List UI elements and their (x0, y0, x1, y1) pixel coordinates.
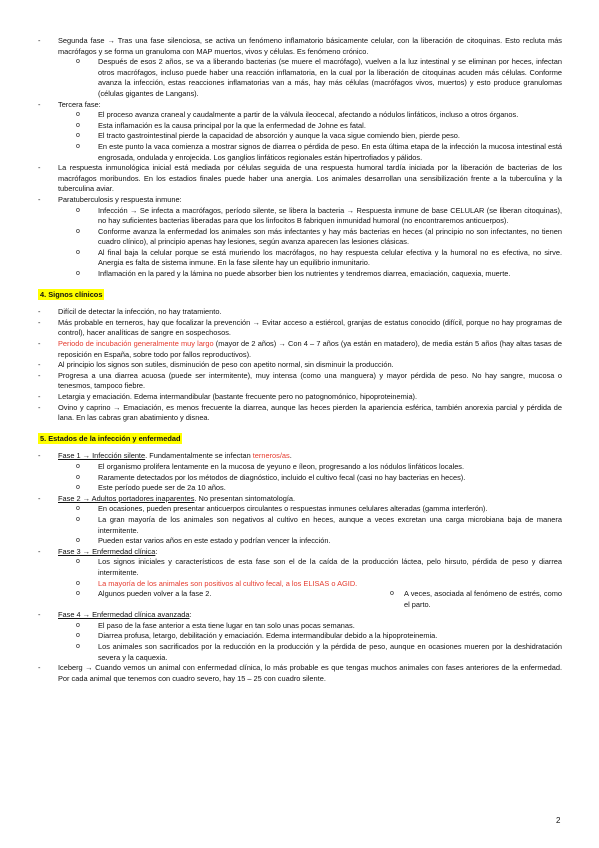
list-item (70, 589, 562, 610)
page-content (38, 36, 562, 684)
list-item: o Raramente detectados por los métodos de diagnóstico, incluido el cultivo fecal (casi no hay bacterias en heces). (70, 473, 562, 484)
section-heading-estados: 5. Estados de la infección y enfermedad (40, 433, 181, 443)
list-item: o Al final baja la celular porque se está muriendo los macrófagos, no hay respuesta celular efectiva y la humoral no es efectiva, no sirve. Anergia es falta de sistema inmune. En la fase silente hay un equilibrio inmunitario. (70, 248, 562, 269)
list-item: - Iceberg → Cuando vemos un animal con enfermedad clínica, lo más probable es que tengas muchos animales con fases anteriores de la enfermedad. Por cada animal que tenemos con cuadro severo, hay 15 – 25 con cuadro silente. (38, 663, 562, 684)
list-item: o Conforme avanza la enfermedad los animales son más infectantes y hay más bacterias en heces (al principio no son infectantes, no tienen cuadro clínico), al principio apenas hay lesiones, según avanza aparecen las lesiones clásicas. (70, 227, 562, 248)
list-item: o El paso de la fase anterior a esta tiene lugar en tan solo unas pocas semanas. (70, 621, 562, 632)
list-item: o Esta inflamación es la causa principal por la que la enfermedad de Johne es fatal. (70, 121, 562, 132)
list-item: - Tercera fase: o El proceso avanza craneal y caudalmente a partir de la válvula ileocecal, afectando a nódulos linfáticos, incluso a otros órganos. o Esta inflamación es la causa principal por la que la enfermedad de Johne es fatal. o El tracto gastrointestinal pierde la capacidad de absorción y aunque la vaca sigue comiendo bien, pierde peso. o En este punto la vaca comienza a mostrar signos de diarrea o pérdida de peso. En esta última etapa de la infección la mucosa intestinal está engrosada, ondulada y enrojecida. Los ganglios linfáticos regionales están hipertrofiados y pálidos. (38, 100, 562, 164)
section3-list (38, 36, 562, 280)
list-item: - Fase 3 → Enfermedad clínica: o Los signos iniciales y característicos de esta fase son el de la caída de la producción láctea, pelo hirsuto, pérdida de peso y diarrea intermitente. o La mayoría de los animales son positivos al cultivo fecal, a los ELISAS o AGID. o Algunos pueden volver a la fase 2. o A veces, asociada al fenómeno de estrés, como el parto. (38, 547, 562, 611)
two-column-row: o Algunos pueden volver a la fase 2. o A veces, asociada al fenómeno de estrés, como el parto. (98, 589, 562, 610)
list-item: o Este período puede ser de 2a 10 años. (70, 483, 562, 494)
list-item: o La mayoría de los animales son positivos al cultivo fecal, a los ELISAS o AGID. (70, 579, 562, 590)
list-item: o Inflamación en la pared y la lámina no puede absorber bien los nutrientes y tendremos diarrea, emaciación, caquexia, muerte. (70, 269, 562, 280)
section-heading-signos: 4. Signos clínicos (40, 289, 103, 299)
list-item: o Pueden estar varios años en este estado y podrían vencer la infección. (70, 536, 562, 547)
list-item: o El organismo prolifera lentamente en la mucosa de yeyuno e íleon, progresando a los nódulos linfáticos locales. (70, 462, 562, 473)
list-item: - Segunda fase → Tras una fase silenciosa, se activa un fenómeno inflamatorio básicamente celular, con la liberación de citoquinas. Esto recluta más macrófagos y se forma un granuloma con MAP muertos, vivos y células. Es fenómeno crónico. o Después de esos 2 años, se va a liberando bacterias (se muere el macrófago), vuelven a la luz intestinal y se eliminan por heces, infectan otros macrófagos, incluso puede haber una reacción inflamatoria, en la cual por la liberación de citoquinas acuden más células. Conforme avanza la infección, estas reacciones inflamatorias van a más, hay más células (macrófagos vivos, muertos) y esto produce granulomas (células gigantes de Langans). (38, 36, 562, 100)
list-item: - Fase 4 → Enfermedad clínica avanzada: o El paso de la fase anterior a esta tiene lugar en tan solo unas pocas semanas. o Diarrea profusa, letargo, debilitación y emaciación. Edema intermandibular debido a la hipoproteinemia. o Los animales son sacrificados por la reducción en la producción y la pérdida de peso, aunque en ocasiones mueren por la deshidratación severa y la caquexia. (38, 610, 562, 663)
list-item: o En ocasiones, pueden presentar anticuerpos circulantes o respuestas inmunes celulares alteradas (gamma interferón). (70, 504, 562, 515)
list-item: - Fase 2 → Adultos portadores inaparentes. No presentan sintomatología. o En ocasiones, pueden presentar anticuerpos circulantes o respuestas inmunes celulares alteradas (gamma interferón). o La gran mayoría de los animales son negativos al cultivo en heces, aunque a veces excretan una carga microbiana baja de manera intermitente. o Pueden estar varios años en este estado y podrían vencer la infección. (38, 494, 562, 547)
list-item: - Ovino y caprino → Emaciación, es menos frecuente la diarrea, aunque las heces pierden la apariencia esférica, también anorexia parcial y pérdida de lana. En las cabras gran abatimiento y disnea. (38, 403, 562, 424)
section5-list (38, 451, 562, 684)
list-item: o Los animales son sacrificados por la reducción en la producción y la pérdida de peso, aunque en ocasiones mueren por la deshidratación severa y la caquexia. (70, 642, 562, 663)
list-item: - Paratuberculosis y respuesta inmune: o Infección → Se infecta a macrófagos, período silente, se libera la bacteria → Respuesta inmune de base CELULAR (se liberan citoquinas), no hay suficientes bacterias liberadas para que los linfocitos B fabriquen inmunidad humoral (no encontraremos anticuerpos). o Conforme avanza la enfermedad los animales son más infectantes y hay más bacterias en heces (al principio no son infectantes, no tienen cuadro clínico), al principio apenas hay lesiones, según avanza aparecen las lesiones clásicas. o Al final baja la celular porque se está muriendo los macrófagos, no hay respuesta celular efectiva y la humoral no es efectiva, no sirve. Anergia es falta de sistema inmune. En la fase silente hay un equilibrio inmunitario. o Inflamación en la pared y la lámina no puede absorber bien los nutrientes y tendremos diarrea, emaciación, caquexia, muerte. (38, 195, 562, 280)
list-item: - Fase 1 → Infección silente. Fundamentalmente se infectan terneros/as. o El organismo prolifera lentamente en la mucosa de yeyuno e íleon, progresando a los nódulos linfáticos locales. o Raramente detectados por los métodos de diagnóstico, incluido el cultivo fecal (casi no hay bacterias en heces). o Este período puede ser de 2a 10 años. (38, 451, 562, 493)
list-item: - Más probable en terneros, hay que focalizar la prevención → Evitar acceso a estiércol, granjas de estatus conocido (difícil, porque no hay programas de control), hacer analíticas de sangre en sospechosos. (38, 318, 562, 339)
list-item: - Difícil de detectar la infección, no hay tratamiento. (38, 307, 562, 318)
list-item: o La gran mayoría de los animales son negativos al cultivo en heces, aunque a veces excretan una carga microbiana baja de manera intermitente. (70, 515, 562, 536)
list-item: o Infección → Se infecta a macrófagos, período silente, se libera la bacteria → Respuesta inmune de base CELULAR (se liberan citoquinas), no hay suficientes bacterias liberadas para que los linfocitos B fabriquen inmunidad humoral (no encontraremos anticuerpos). (70, 206, 562, 227)
list-item: - Al principio los signos son sutiles, disminución de peso con apetito normal, sin disminuir la producción. (38, 360, 562, 371)
list-item: - Progresa a una diarrea acuosa (puede ser intermitente), muy intensa (como una manguera) y mayor pérdida de peso. No hay sangre, mucosa o tenesmos, tampoco fiebre. (38, 371, 562, 392)
list-item: o Diarrea profusa, letargo, debilitación y emaciación. Edema intermandibular debido a la hipoproteinemia. (70, 631, 562, 642)
list-item: o El tracto gastrointestinal pierde la capacidad de absorción y aunque la vaca sigue comiendo bien, pierde peso. (70, 131, 562, 142)
section4-list (38, 307, 562, 424)
list-item: o El proceso avanza craneal y caudalmente a partir de la válvula ileocecal, afectando a nódulos linfáticos, incluso a otros órganos. (70, 110, 562, 121)
list-item: - Letargia y emaciación. Edema intermandibular (bastante frecuente pero no patognomónico, hipoproteinemia). (38, 392, 562, 403)
list-item: - Periodo de incubación generalmente muy largo (mayor de 2 años) → Con 4 – 7 años (ya están en matadero), de media están 5 años (hay altas tasas de reposición en España, sobre todo por fallos reproductivos). (38, 339, 562, 360)
list-item: - La respuesta inmunológica inicial está mediada por células seguida de una respuesta humoral tardía iniciada por la liberación de bacterias de los macrófagos moribundos. En los estadios finales puede haber una anergia. Los animales desarrollan una sensibilización frente a la tuberculina y la tuberculina aviar. (38, 163, 562, 195)
page-number: 2 (556, 816, 561, 825)
list-item: o En este punto la vaca comienza a mostrar signos de diarrea o pérdida de peso. En esta última etapa de la infección la mucosa intestinal está engrosada, ondulada y enrojecida. Los ganglios linfáticos regionales están hipertrofiados y pálidos. (70, 142, 562, 163)
list-item: o Después de esos 2 años, se va a liberando bacterias (se muere el macrófago), vuelven a la luz intestinal y se eliminan por heces, infectan otros macrófagos, incluso puede haber una reacción inflamatoria, en la cual por la liberación de citoquinas acuden más células. Conforme avanza la infección, estas reacciones inflamatorias van a más, hay más células (macrófagos vivos, muertos) y esto produce granulomas (células gigantes de Langans). (70, 57, 562, 99)
list-item: o Los signos iniciales y característicos de esta fase son el de la caída de la producción láctea, pelo hirsuto, pérdida de peso y diarrea intermitente. (70, 557, 562, 578)
